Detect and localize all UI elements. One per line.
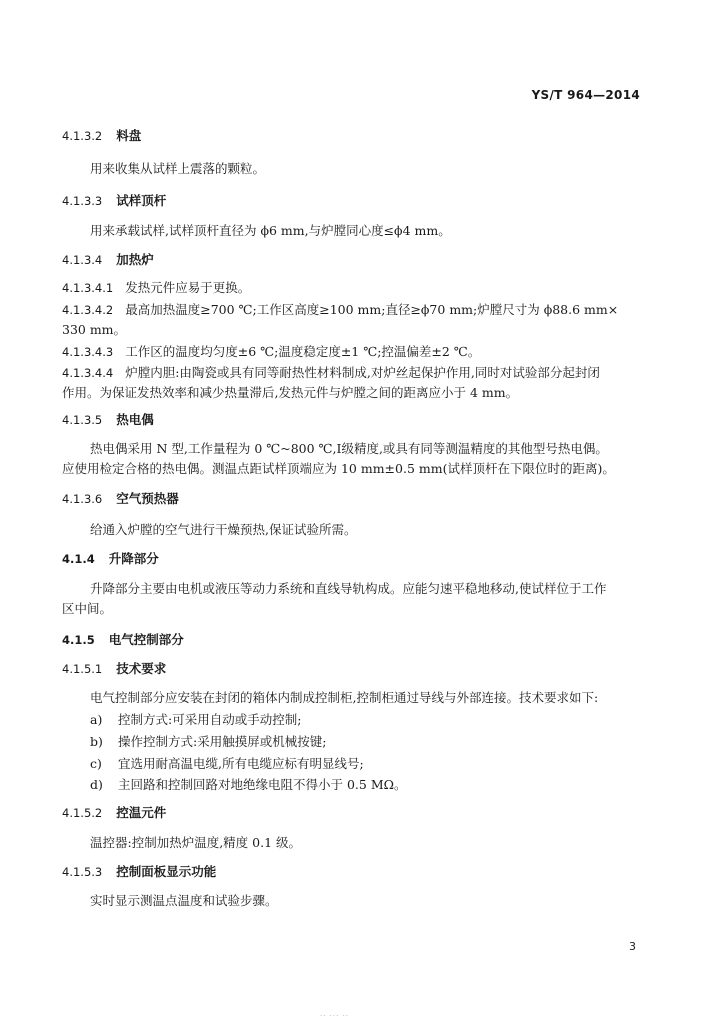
section-heading bbox=[62, 128, 141, 144]
numbered-item bbox=[62, 365, 600, 381]
section-heading bbox=[62, 491, 179, 507]
section-number: 4.1.3.5 bbox=[62, 413, 103, 427]
section-heading bbox=[62, 252, 154, 268]
list-item bbox=[90, 712, 301, 728]
section-title: 热电偶 bbox=[116, 412, 154, 427]
list-marker: c) bbox=[90, 756, 102, 771]
numbered-item bbox=[62, 280, 250, 296]
section-title: 升降部分 bbox=[108, 551, 159, 566]
numbered-item bbox=[62, 302, 618, 318]
paragraph-continuation: 区中间。 bbox=[62, 601, 113, 616]
section-number: 4.1.5.2 bbox=[62, 806, 103, 820]
section-heading bbox=[62, 412, 154, 428]
item-number: 4.1.3.4.2 bbox=[62, 303, 114, 317]
item-number: 4.1.3.4.4 bbox=[62, 366, 114, 380]
paragraph: 温控器:控制加热炉温度,精度 0.1 级。 bbox=[90, 835, 302, 850]
section-heading bbox=[62, 193, 166, 209]
section-title: 技术要求 bbox=[116, 661, 167, 676]
paragraph: 热电偶采用 N 型,工作量程为 0 ℃~800 ℃,Ⅰ级精度,或具有同等测温精度的其他型号热电偶。 bbox=[90, 441, 608, 456]
page-number: 3 bbox=[629, 940, 636, 953]
section-number: 4.1.5 bbox=[62, 633, 95, 647]
item-number: 4.1.3.4.3 bbox=[62, 345, 114, 359]
section-title: 控制面板显示功能 bbox=[116, 864, 217, 879]
item-number: 4.1.3.4.1 bbox=[62, 281, 114, 295]
list-item bbox=[90, 756, 364, 772]
section-title: 空气预热器 bbox=[116, 491, 179, 506]
item-continuation: 作用。为保证发热效率和减少热量滞后,发热元件与炉膛之间的距离应小于 4 mm。 bbox=[62, 385, 519, 400]
section-title: 加热炉 bbox=[116, 252, 154, 267]
paragraph: 给通入炉膛的空气进行干燥预热,保证试验所需。 bbox=[90, 522, 357, 537]
section-number: 4.1.4 bbox=[62, 552, 95, 566]
list-text: 操作控制方式:采用触摸屏或机械按键; bbox=[118, 734, 327, 749]
paragraph-continuation: 应使用检定合格的热电偶。测温点距试样顶端应为 10 mm±0.5 mm(试样顶杆在下限位时的距离)。 bbox=[62, 461, 615, 476]
standard-code: YS/T 964—2014 bbox=[531, 88, 640, 102]
item-text: 炉膛内胆:由陶瓷或具有同等耐热性材料制成,对炉丝起保护作用,同时对试验部分起封闭 bbox=[125, 365, 600, 380]
section-heading bbox=[62, 632, 184, 648]
numbered-item bbox=[62, 344, 480, 360]
section-title: 试样顶杆 bbox=[116, 193, 167, 208]
section-heading bbox=[62, 551, 159, 567]
list-item bbox=[90, 734, 326, 750]
section-heading bbox=[62, 661, 166, 677]
section-number: 4.1.3.3 bbox=[62, 194, 103, 208]
paragraph: 用来承载试样,试样顶杆直径为 ϕ6 mm,与炉膛同心度≤ϕ4 mm。 bbox=[90, 223, 451, 238]
section-number: 4.1.3.2 bbox=[62, 129, 103, 143]
item-continuation: 330 mm。 bbox=[62, 322, 127, 337]
footer-watermark: ·· ··· ·· bbox=[320, 1012, 350, 1020]
section-number: 4.1.3.4 bbox=[62, 253, 103, 267]
section-heading bbox=[62, 864, 216, 880]
list-text: 宜选用耐高温电缆,所有电缆应标有明显线号; bbox=[118, 756, 364, 771]
paragraph: 升降部分主要由电机或液压等动力系统和直线导轨构成。应能匀速平稳地移动,使试样位于工作 bbox=[90, 581, 607, 596]
item-text: 工作区的温度均匀度±6 ℃;温度稳定度±1 ℃;控温偏差±2 ℃。 bbox=[125, 344, 481, 359]
section-number: 4.1.5.3 bbox=[62, 865, 103, 879]
paragraph: 实时显示测温点温度和试验步骤。 bbox=[90, 893, 278, 908]
section-title: 料盘 bbox=[116, 128, 142, 143]
item-text: 发热元件应易于更换。 bbox=[125, 280, 251, 295]
section-number: 4.1.3.6 bbox=[62, 492, 103, 506]
list-item bbox=[90, 777, 407, 793]
paragraph: 用来收集从试样上震落的颗粒。 bbox=[90, 161, 266, 176]
section-number: 4.1.5.1 bbox=[62, 662, 103, 676]
list-text: 主回路和控制回路对地绝缘电阻不得小于 0.5 MΩ。 bbox=[118, 777, 407, 792]
section-heading bbox=[62, 805, 166, 821]
list-text: 控制方式:可采用自动或手动控制; bbox=[118, 712, 302, 727]
item-text: 最高加热温度≥700 ℃;工作区高度≥100 mm;直径≥ϕ70 mm;炉膛尺寸为 ϕ88.6 mm× bbox=[125, 302, 619, 317]
list-marker: d) bbox=[90, 777, 103, 792]
section-title: 电气控制部分 bbox=[108, 632, 184, 647]
paragraph: 电气控制部分应安装在封闭的箱体内制成控制柜,控制柜通过导线与外部连接。技术要求如下: bbox=[90, 690, 599, 705]
list-marker: b) bbox=[90, 734, 103, 749]
list-marker: a) bbox=[90, 712, 103, 727]
section-title: 控温元件 bbox=[116, 805, 167, 820]
